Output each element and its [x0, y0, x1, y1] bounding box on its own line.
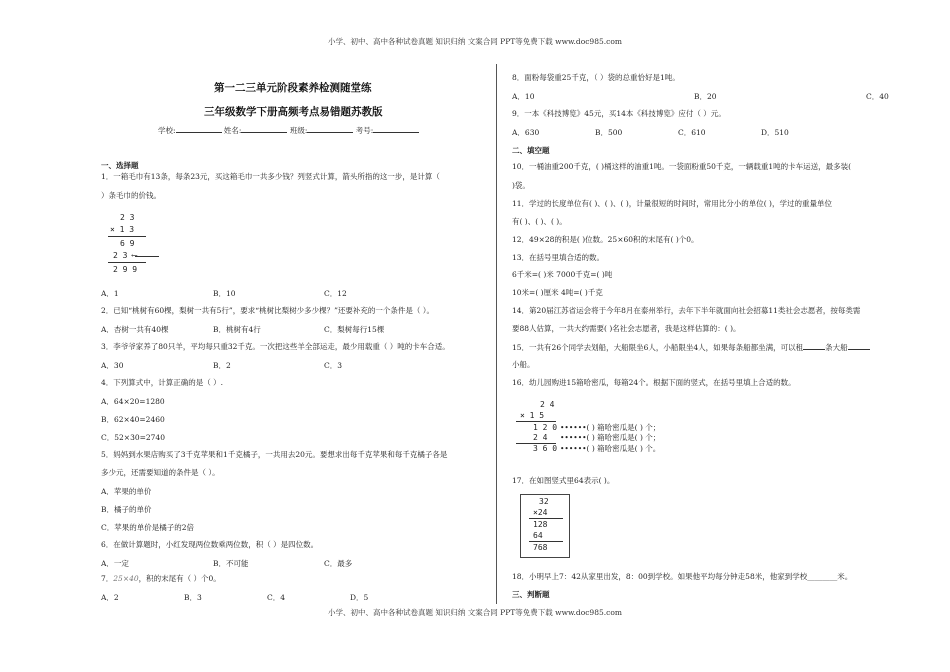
q16-note: ••••••( ) 箱哈密瓜是( ) 个；	[560, 423, 661, 432]
q5-option-b[interactable]: B．橘子的单价	[101, 505, 152, 514]
q15-text	[512, 342, 870, 352]
q12-text: 12．49×28的积是( )位数。25×60积的末尾有( )个0。	[512, 235, 699, 244]
q1-option-c[interactable]: C．12	[324, 289, 347, 298]
calc-line: 2 3	[113, 251, 128, 260]
q7-option-c[interactable]: C．4	[267, 593, 286, 602]
exam-no-field[interactable]	[373, 125, 419, 133]
q9-option-a[interactable]: A．630	[512, 128, 540, 137]
q2-option-b[interactable]: B．桃树有4行	[213, 325, 261, 334]
q3-option-a[interactable]: A．30	[101, 361, 124, 370]
q10-text-cont: )袋。	[512, 181, 530, 190]
q6-option-b[interactable]: B．不可能	[213, 559, 249, 568]
calc-line: 2 3	[120, 213, 135, 222]
exam-no-label: 考号:	[355, 126, 374, 135]
q16-note: ••••••( ) 箱哈密瓜是( ) 个。	[560, 444, 661, 453]
calc-line: 768	[533, 543, 548, 552]
q7-option-b[interactable]: B．3	[184, 593, 202, 602]
q16-text: 16．幼儿园购进15箱哈密瓜，每箱24个。根据下面的竖式，在括号里填上合适的数。	[512, 378, 796, 387]
q4-option-a[interactable]: A．64×20=1280	[101, 397, 165, 406]
calc-line: 2 4	[540, 400, 555, 409]
q14-text: 14．第20届江苏省运会将于今年8月在泰州举行，去年下半年就面向社会招募11类社会志愿者，按每类需	[512, 306, 861, 315]
q9-option-c[interactable]: C．610	[678, 128, 706, 137]
name-field[interactable]	[241, 125, 287, 133]
q8-option-b[interactable]: B．20	[694, 92, 717, 101]
calc-line: 1 2 0	[533, 423, 558, 432]
q11-text-cont: 有( )、( )、( )。	[512, 217, 567, 226]
q10-text: 10．一桶油重200千克，( )桶这样的油重1吨。一袋面粉重50千克，一辆载重1吨的卡车运送，最多装(	[512, 162, 852, 171]
calc-line: × 1 3	[110, 225, 135, 234]
calc-rule	[529, 541, 563, 542]
q2-text: 2．已知“桃树有60棵，梨树一共有5行”，要求“桃树比梨树少多少棵？”还要补充的一个条件是（ ）。	[101, 306, 435, 315]
q3-text: 3．李爷爷家养了80只羊，平均每只重32千克。一次把这些羊全部运走，最少用载重（ ）吨的卡车合适。	[101, 342, 450, 351]
q7-expression: 25×40	[113, 574, 139, 583]
q15-mid: 条大船	[825, 343, 848, 352]
q4-option-b[interactable]: B．62×40=2460	[101, 415, 165, 424]
calc-line: 128	[533, 520, 548, 529]
q5-text-cont: 多少元，还需要知道的条件是（ ）。	[101, 468, 220, 477]
column-divider	[496, 64, 497, 604]
q15-text-cont: 小船。	[512, 360, 535, 369]
page-header: 小学、初中、高中各种试卷真题 知识归纳 文案合同 PPT等免费下载 www.doc985.com	[328, 37, 622, 46]
q8-option-c[interactable]: C．40	[866, 92, 889, 101]
q15-part1: 15．一共有26个同学去划船，大船限坐6人，小船限坐4人，如果每条船都坐满，可以租	[512, 343, 804, 352]
q9-text: 9．一本《科技博览》45元，买14本《科技博览》应付（ ）元。	[512, 109, 726, 118]
q11-text: 11．学过的长度单位有( )、( )、( )，计量很短的时间时，常用比分小的单位( )，学过的重量单位	[512, 199, 832, 208]
q13-row1: 6千米=( )米 7000千克=( )吨	[512, 270, 613, 279]
q7-prefix: 7．	[101, 574, 114, 583]
calc-line: 2 4	[533, 433, 548, 442]
q5-option-c[interactable]: C．苹果的单价是橘子的2倍	[101, 523, 195, 532]
q9-option-b[interactable]: B．500	[595, 128, 623, 137]
q3-option-b[interactable]: B．2	[213, 361, 231, 370]
calc-line: 64	[533, 531, 543, 540]
class-label: 班级:	[289, 126, 308, 135]
calc-rule	[516, 421, 556, 422]
q15-blank-large[interactable]	[803, 342, 825, 350]
q17-text: 17．在如图竖式里64表示( )。	[512, 476, 615, 485]
q18-text: 18．小明早上7：42从家里出发，8：00到学校。如果他平均每分钟走58米，他家到学校________米。	[512, 572, 853, 581]
q15-blank-small[interactable]	[848, 342, 870, 350]
q14-text-cont: 要88人估算，一共大约需要( )名社会志愿者，我是这样估算的：( )。	[512, 324, 741, 333]
q1-text-cont: ）条毛巾的价钱。	[101, 191, 161, 200]
calc-line: 3 6 0	[533, 444, 558, 453]
q7-text	[101, 574, 221, 583]
title-main: 第一二三单元阶段素养检测随堂练	[214, 82, 372, 94]
q6-option-c[interactable]: C．最多	[324, 559, 353, 568]
q5-option-a[interactable]: A．苹果的单价	[101, 487, 152, 496]
student-info	[158, 125, 419, 135]
calc-line: 2 9 9	[113, 265, 138, 274]
school-field[interactable]	[176, 125, 222, 133]
q7-option-a[interactable]: A．2	[101, 593, 119, 602]
calc-line: 6 9	[120, 239, 135, 248]
calc-line: ×24	[533, 508, 548, 517]
q6-option-a[interactable]: A．一定	[101, 559, 129, 568]
q4-option-c[interactable]: C．52×30=2740	[101, 433, 165, 442]
page-footer: 小学、初中、高中各种试卷真题 知识归纳 文案合同 PPT等免费下载 www.doc985.com	[328, 608, 622, 617]
calc-line: 32	[539, 497, 549, 506]
section-choice: 一、选择题	[101, 161, 139, 170]
calc-rule	[108, 236, 146, 237]
q5-text: 5．妈妈到水果店购买了3千克苹果和1千克橘子，一共用去20元。要想求出每千克苹果和每千克橘子各是	[101, 450, 448, 459]
q13-row2: 10米=( )厘米 4吨=( )千克	[512, 288, 603, 297]
section-fill: 二、填空题	[512, 146, 550, 155]
q4-text: 4．下列算式中，计算正确的是（ ）.	[101, 378, 224, 387]
q2-option-a[interactable]: A．杏树一共有40棵	[101, 325, 169, 334]
q9-option-d[interactable]: D．510	[761, 128, 789, 137]
q1-text: 1．一箱毛巾有13条，每条23元，买这箱毛巾一共多少钱？列竖式计算，箭头所指的这一步，是计算（	[101, 172, 440, 181]
name-label: 姓名:	[223, 126, 242, 135]
q16-note: ••••••( ) 箱哈密瓜是( ) 个；	[560, 433, 661, 442]
q17-calc-box	[520, 494, 570, 558]
q13-text: 13．在括号里填合适的数。	[512, 253, 605, 262]
q6-text: 6．在做计算题时，小红发现两位数乘两位数，积（ ）是四位数。	[101, 540, 319, 549]
q8-option-a[interactable]: A．10	[512, 92, 535, 101]
q7-option-d[interactable]: D．5	[350, 593, 369, 602]
calc-rule	[108, 262, 146, 263]
calc-line: × 1 5	[520, 411, 545, 420]
q2-option-c[interactable]: C．梨树每行15棵	[324, 325, 385, 334]
section-judge: 三、判断题	[512, 590, 550, 599]
class-field[interactable]	[307, 125, 353, 133]
arrow-head-icon: ←	[131, 251, 138, 260]
q7-suffix: ，积的末尾有（ ）个0。	[138, 574, 221, 583]
calc-rule	[529, 518, 563, 519]
q3-option-c[interactable]: C．3	[324, 361, 343, 370]
title-sub: 三年级数学下册高频考点易错题苏教版	[204, 106, 383, 118]
q8-text: 8．面粉每袋重25千克，（ ）袋的总重恰好是1吨。	[512, 73, 680, 82]
arrow-shaft	[135, 256, 159, 257]
q1-option-b[interactable]: B．10	[213, 289, 236, 298]
school-label: 学校:	[158, 126, 176, 135]
q1-option-a[interactable]: A．1	[101, 289, 119, 298]
